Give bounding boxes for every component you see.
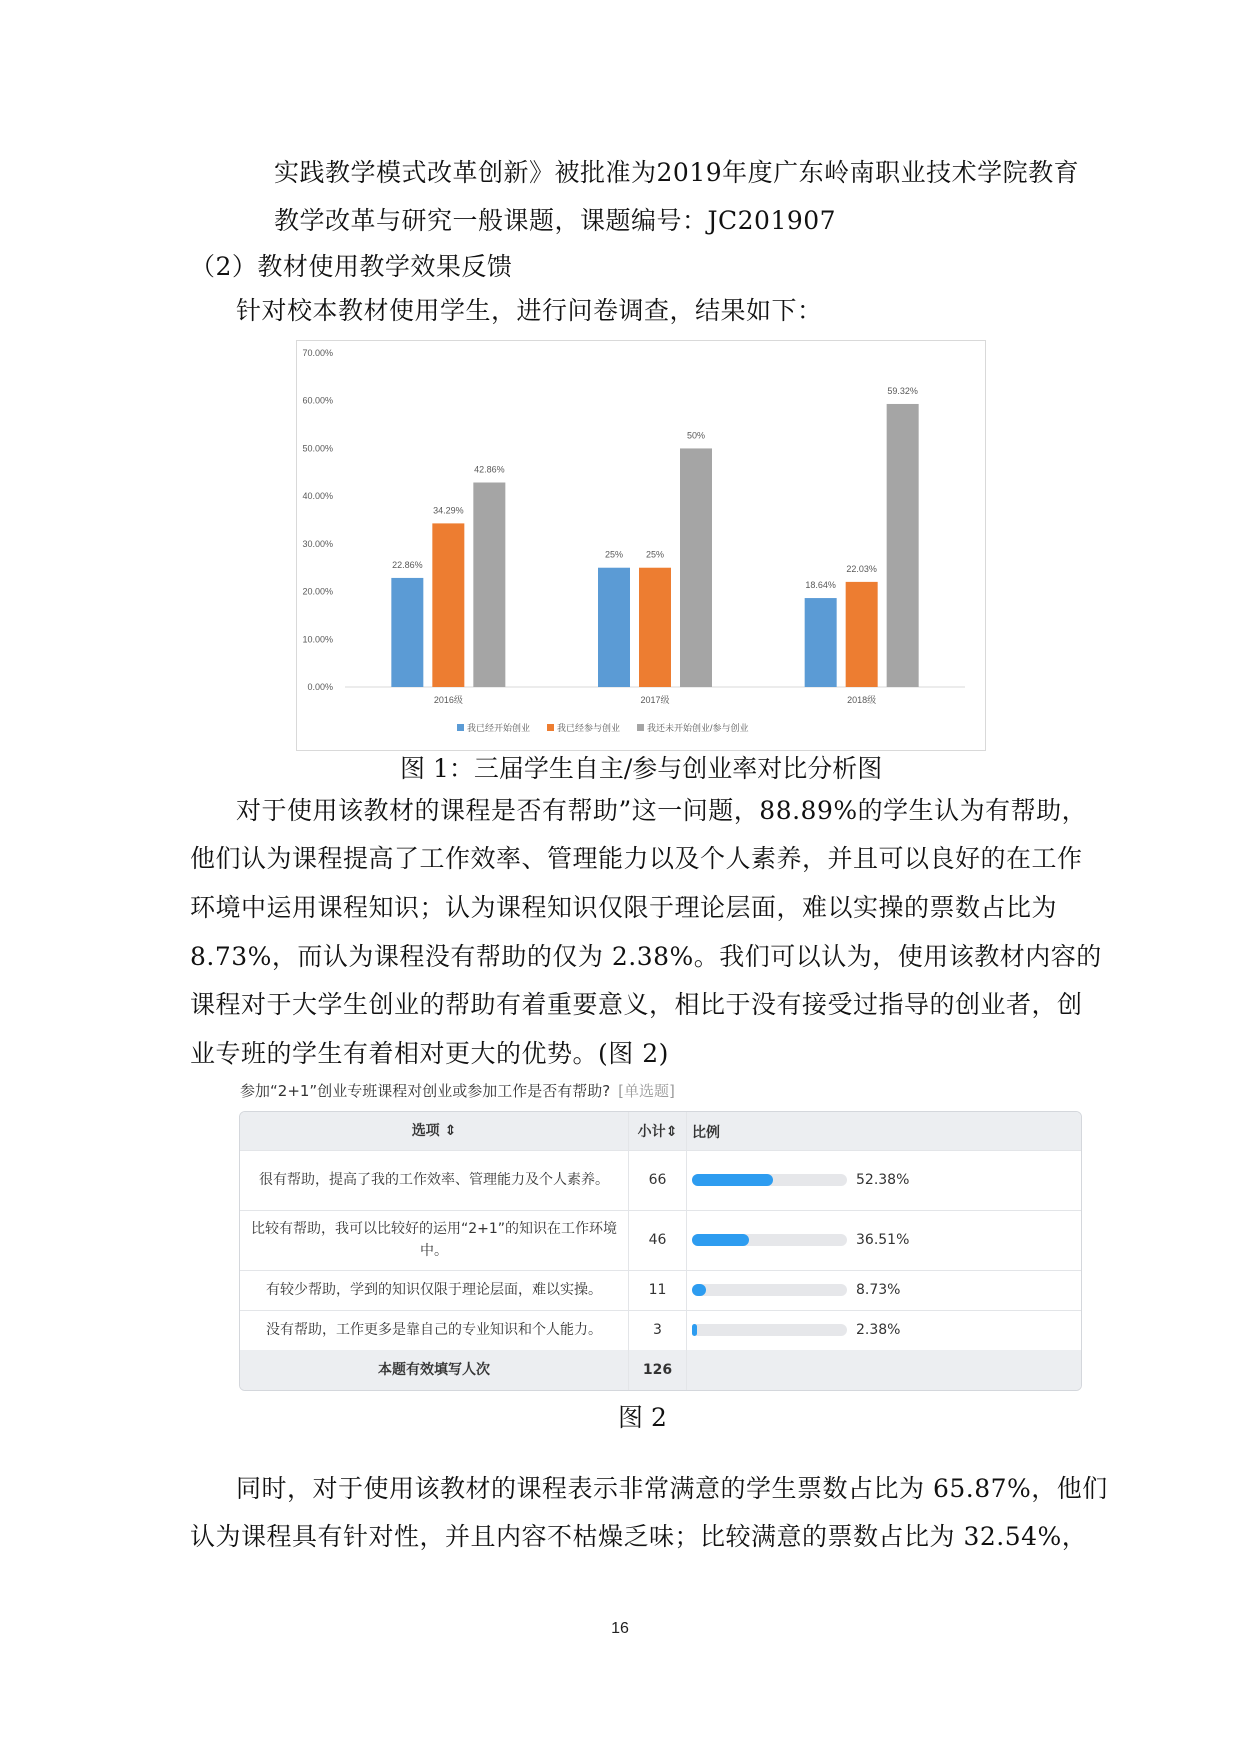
option-percent: 8.73% (856, 1282, 901, 1298)
paragraph-line: 8.73%，而认为课程没有帮助的仅为 2.38%。我们可以认为，使用该教材内容的 (190, 942, 1102, 971)
legend-label: 我还未开始创业/参与创业 (647, 723, 749, 733)
survey-question-type: [单选题] (618, 1082, 675, 1100)
header-option[interactable]: 选项 ⇕ (240, 1112, 629, 1150)
option-count: 11 (629, 1270, 687, 1310)
y-tick-label: 10.00% (302, 634, 333, 645)
section-heading: （2）教材使用教学效果反馈 (190, 252, 513, 281)
data-label: 18.64% (805, 580, 836, 591)
bar (639, 568, 671, 687)
paragraph-line: 对于使用该教材的课程是否有帮助”这一问题，88.89%的学生认为有帮助， (236, 796, 1088, 825)
y-tick-label: 20.00% (302, 586, 333, 597)
progress-track (692, 1174, 847, 1186)
progress-fill (692, 1234, 749, 1246)
option-percent: 36.51% (856, 1232, 910, 1248)
y-tick-label: 40.00% (302, 491, 333, 502)
bar (598, 568, 630, 687)
option-percent: 52.38% (856, 1172, 910, 1188)
y-tick-label: 50.00% (302, 443, 333, 454)
progress-fill (692, 1324, 697, 1336)
bar (887, 404, 919, 687)
x-tick-label: 2016级 (433, 695, 463, 705)
progress-track (692, 1284, 847, 1296)
header-count[interactable]: 小计⇕ (629, 1112, 687, 1150)
option-percent: 2.38% (856, 1322, 901, 1338)
table-footer (240, 1350, 1081, 1390)
data-label: 42.86% (474, 464, 505, 475)
survey-question-text: 参加“2+1”创业专班课程对创业或参加工作是否有帮助? (240, 1082, 611, 1100)
option-count: 66 (629, 1150, 687, 1210)
table-row (240, 1310, 1081, 1351)
y-tick-label: 30.00% (302, 538, 333, 549)
bar (432, 523, 464, 687)
header-ratio-label: 比例 (692, 1125, 720, 1141)
option-text: 有较少帮助，学到的知识仅限于理论层面，难以实操。 (240, 1270, 629, 1310)
page-number: 16 (611, 1620, 629, 1637)
option-text: 没有帮助，工作更多是靠自己的专业知识和个人能力。 (240, 1310, 629, 1350)
paragraph-line: 业专班的学生有着相对更大的优势。(图 2) (190, 1039, 669, 1068)
option-ratio (686, 1210, 1081, 1270)
legend-swatch (637, 724, 644, 731)
paragraph-line: 他们认为课程提高了工作效率、管理能力以及个人素养，并且可以良好的在工作 (190, 844, 1083, 873)
paragraph-line: 课程对于大学生创业的帮助有着重要意义，相比于没有接受过指导的创业者，创 (190, 990, 1083, 1019)
figure2-caption: 图 2 (618, 1403, 667, 1432)
table-header (240, 1112, 1081, 1151)
figure1-caption: 图 1：三届学生自主/参与创业率对比分析图 (400, 754, 883, 783)
bar (473, 482, 505, 687)
table-row (240, 1210, 1081, 1271)
legend-swatch (547, 724, 554, 731)
table-row (240, 1150, 1081, 1211)
paragraph-line: 同时，对于使用该教材的课程表示非常满意的学生票数占比为 65.87%，他们 (236, 1474, 1108, 1503)
paragraph-line: 认为课程具有针对性，并且内容不枯燥乏味；比较满意的票数占比为 32.54%， (190, 1522, 1088, 1551)
survey-result-table (239, 1111, 1082, 1391)
y-tick-label: 70.00% (302, 348, 333, 358)
bar (680, 448, 712, 687)
data-label: 25% (604, 549, 624, 560)
progress-fill (692, 1174, 773, 1186)
paragraph-line: 实践教学模式改革创新》被批准为2019年度广东岭南职业技术学院教育 (274, 158, 1080, 187)
intro-text: 针对校本教材使用学生，进行问卷调查，结果如下： (236, 296, 823, 325)
footer-label: 本题有效填写人次 (240, 1350, 629, 1390)
option-ratio (686, 1310, 1081, 1350)
x-tick-label: 2018级 (847, 695, 877, 705)
legend-label: 我已经开始创业 (467, 723, 531, 733)
y-tick-label: 0.00% (307, 682, 333, 692)
option-text: 比较有帮助，我可以比较好的运用“2+1”的知识在工作环境中。 (240, 1210, 629, 1270)
data-label: 34.29% (433, 505, 464, 516)
option-text: 很有帮助，提高了我的工作效率、管理能力及个人素养。 (240, 1150, 629, 1210)
legend-swatch (457, 724, 464, 731)
header-ratio (686, 1112, 1081, 1150)
bar (391, 578, 423, 687)
y-tick-label: 60.00% (302, 395, 333, 406)
option-ratio (686, 1270, 1081, 1310)
bar (805, 598, 837, 687)
legend-label: 我已经参与创业 (557, 723, 621, 733)
data-label: 25% (645, 549, 665, 560)
x-tick-label: 2017级 (640, 695, 670, 705)
footer-count: 126 (629, 1350, 687, 1390)
progress-fill (692, 1284, 706, 1296)
survey-question (240, 1080, 675, 1101)
bar-chart-svg (297, 341, 985, 750)
paragraph-line: 环境中运用课程知识；认为课程知识仅限于理论层面，难以实操的票数占比为 (190, 893, 1058, 922)
option-ratio (686, 1150, 1081, 1210)
data-label: 59.32% (887, 385, 918, 396)
progress-track (692, 1234, 847, 1246)
option-count: 46 (629, 1210, 687, 1270)
paragraph-line: 教学改革与研究一般课题，课题编号：JC201907 (274, 206, 837, 235)
footer-empty (686, 1350, 1081, 1390)
progress-track (692, 1324, 847, 1336)
data-label: 50% (686, 430, 706, 441)
table-row (240, 1270, 1081, 1311)
data-label: 22.03% (846, 563, 877, 574)
option-count: 3 (629, 1310, 687, 1350)
bar-chart (296, 340, 986, 751)
data-label: 22.86% (392, 559, 423, 570)
bar (846, 582, 878, 687)
